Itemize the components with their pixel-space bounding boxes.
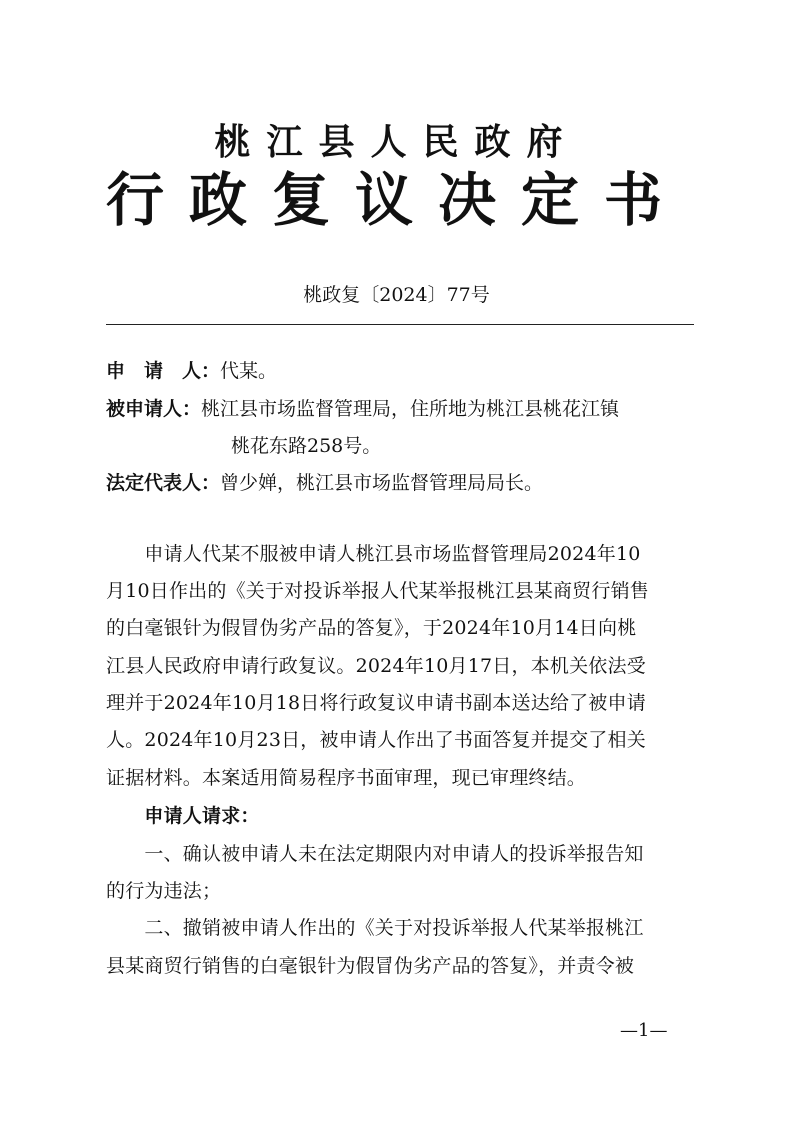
header-divider [106,324,694,325]
paragraph-line: 证据材料。本案适用简易程序书面审理，现已审理终结。 [106,767,587,789]
legal-rep-row [106,465,543,501]
respondent-label: 被申请人： [106,398,202,420]
applicant-value: 代某。 [220,360,278,382]
paragraph-line: 二、撤销被申请人作出的《关于对投诉举报人代某举报桃江 [106,917,644,939]
paragraph-line: 理并于2024年10月18日将行政复议申请书副本送达给了被申请 [106,692,646,714]
respondent-value: 桃江县市场监督管理局，住所地为桃江县桃花江镇 [201,398,620,420]
legal-rep-value: 曾少婵，桃江县市场监督管理局局长。 [220,472,544,494]
document-number: 桃政复〔2024〕77号 [303,284,490,306]
applicant-label: 申 请 人： [106,360,221,382]
paragraph-line: 的白毫银针为假冒伪劣产品的答复》，于2024年10月14日向桃 [106,617,637,639]
paragraph-line: 的行为违法； [106,880,222,902]
paragraph-line: 人。2024年10月23日，被申请人作出了书面答复并提交了相关 [106,729,646,751]
paragraph-line: 县某商贸行销售的白毫银针为假冒伪劣产品的答复》，并责令被 [106,955,635,977]
paragraph-line: 申请人代某不服被申请人桃江县市场监督管理局2024年10 [106,543,641,565]
requests-heading: 申请人请求： [106,805,260,827]
legal-rep-label: 法定代表人： [106,472,221,494]
page-number: —1— [620,1020,668,1041]
paragraph-line: 一、确认被申请人未在法定期限内对申请人的投诉举报告知 [106,843,644,865]
respondent-row [106,391,619,427]
paragraph-line: 月10日作出的《关于对投诉举报人代某举报桃江县某商贸行销售 [106,580,649,602]
respondent-value-continued: 桃花东路258号。 [231,435,382,457]
issuer-title: 桃江县人民政府 [214,122,579,163]
applicant-row [106,353,277,389]
paragraph-line: 江县人民政府申请行政复议。2024年10月17日，本机关依法受 [106,655,646,677]
document-type-title: 行政复议决定书 [105,166,687,234]
